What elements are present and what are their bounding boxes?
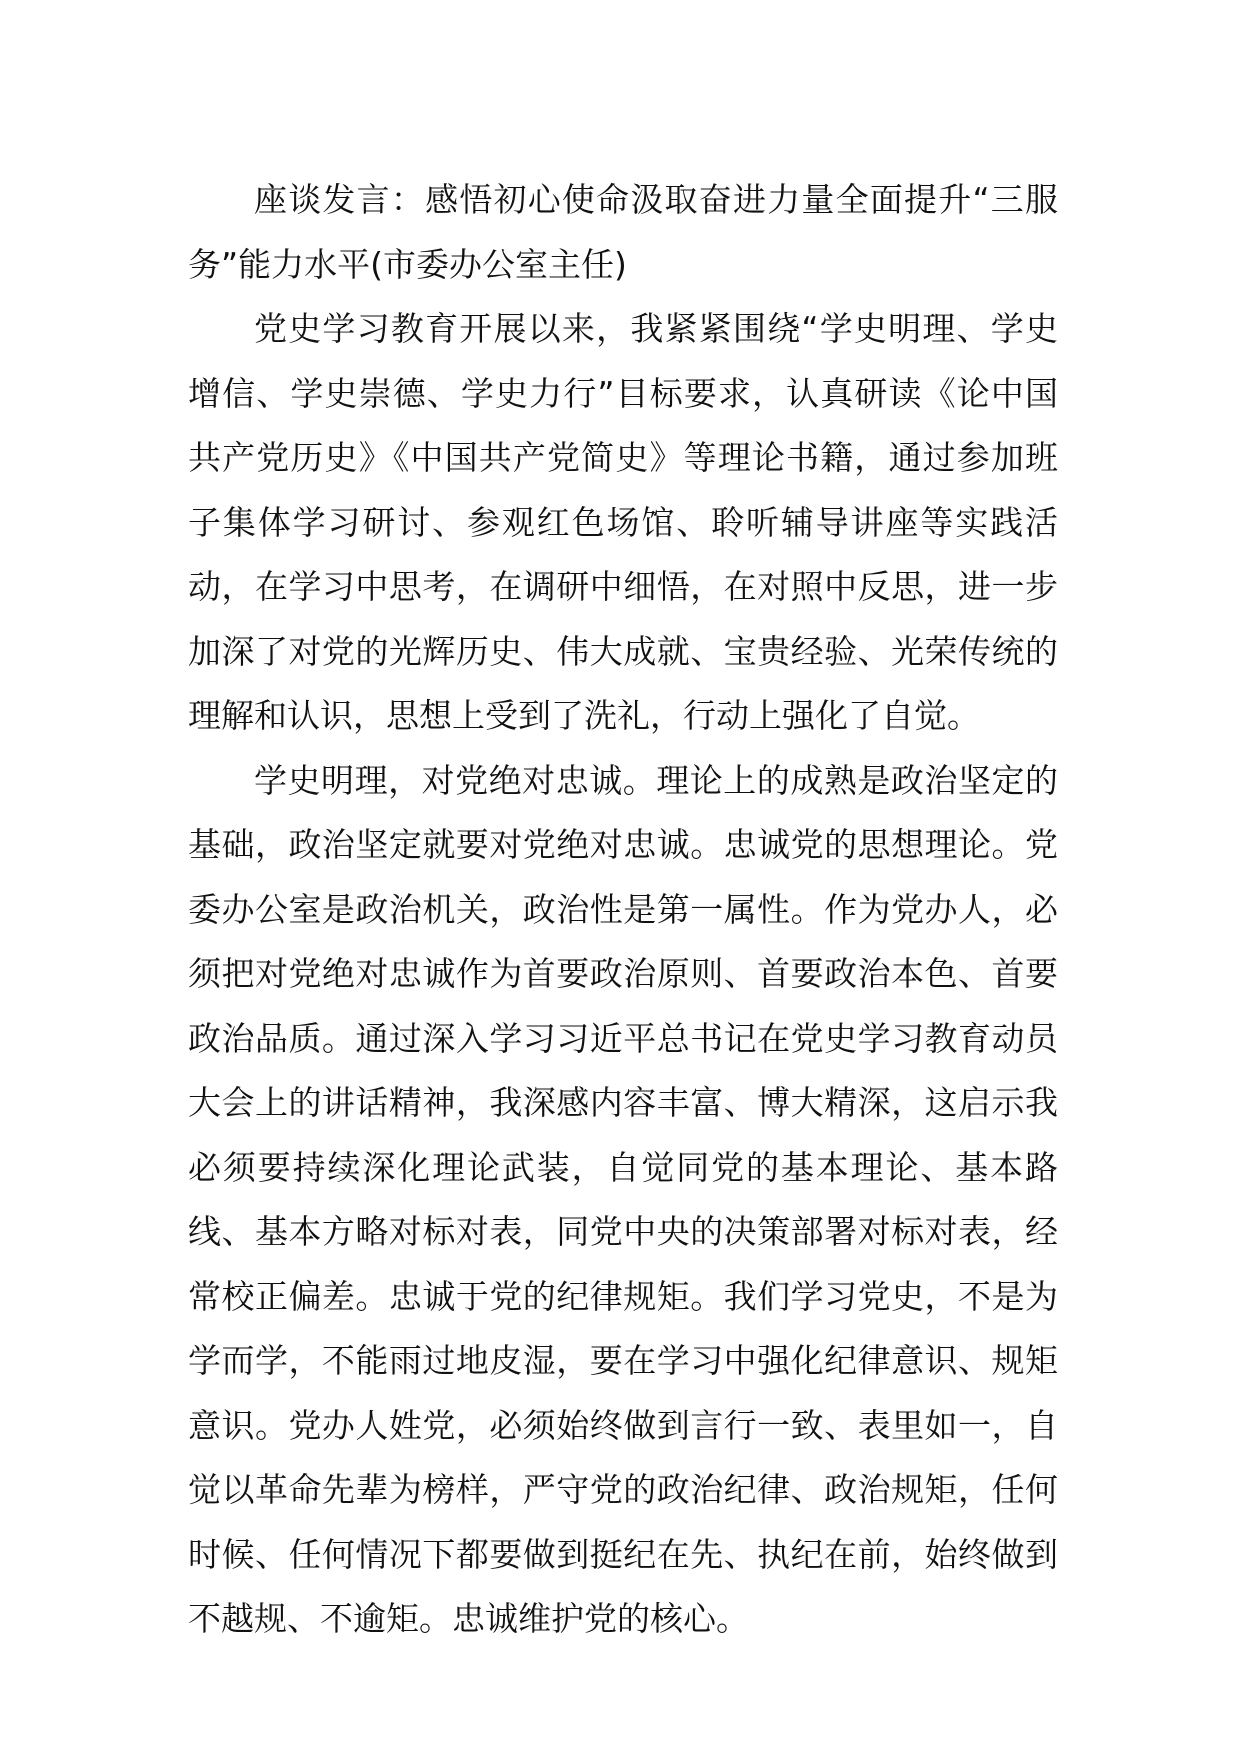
- document-page: [188, 168, 1058, 1652]
- paragraph-2: 学史明理，对党绝对忠诚。理论上的成熟是政治坚定的基础，政治坚定就要对党绝对忠诚。忠诚党的思想理论。党委办公室是政治机关，政治性是第一属性。作为党办人，必须把对党绝对忠诚作为首要政治原则、首要政治本色、首要政治品质。通过深入学习习近平总书记在党史学习教育动员大会上的讲话精神，我深感内容丰富、博大精深，这启示我必须要持续深化理论武装，自觉同党的基本理论、基本路线、基本方略对标对表，同党中央的决策部署对标对表，经常校正偏差。忠诚于党的纪律规矩。我们学习党史，不是为学而学，不能雨过地皮湿，要在学习中强化纪律意识、规矩意识。党办人姓党，必须始终做到言行一致、表里如一，自觉以革命先辈为榜样，严守党的政治纪律、政治规矩，任何时候、任何情况下都要做到挺纪在先、执纪在前，始终做到不越规、不逾矩。忠诚维护党的核心。: [188, 760, 1058, 1638]
- paragraph-1: 党史学习教育开展以来，我紧紧围绕“学史明理、学史增信、学史崇德、学史力行”目标要求，认真研读《论中国共产党历史》《中国共产党简史》等理论书籍，通过参加班子集体学习研讨、参观红色场馆、聆听辅导讲座等实践活动，在学习中思考，在调研中细悟，在对照中反思，进一步加深了对党的光辉历史、伟大成就、宝贵经验、光荣传统的理解和认识，思想上受到了洗礼，行动上强化了自觉。: [188, 309, 1058, 735]
- document-title: 座谈发言：感悟初心使命汲取奋进力量全面提升“三服务”能力水平(市委办公室主任): [188, 180, 1058, 284]
